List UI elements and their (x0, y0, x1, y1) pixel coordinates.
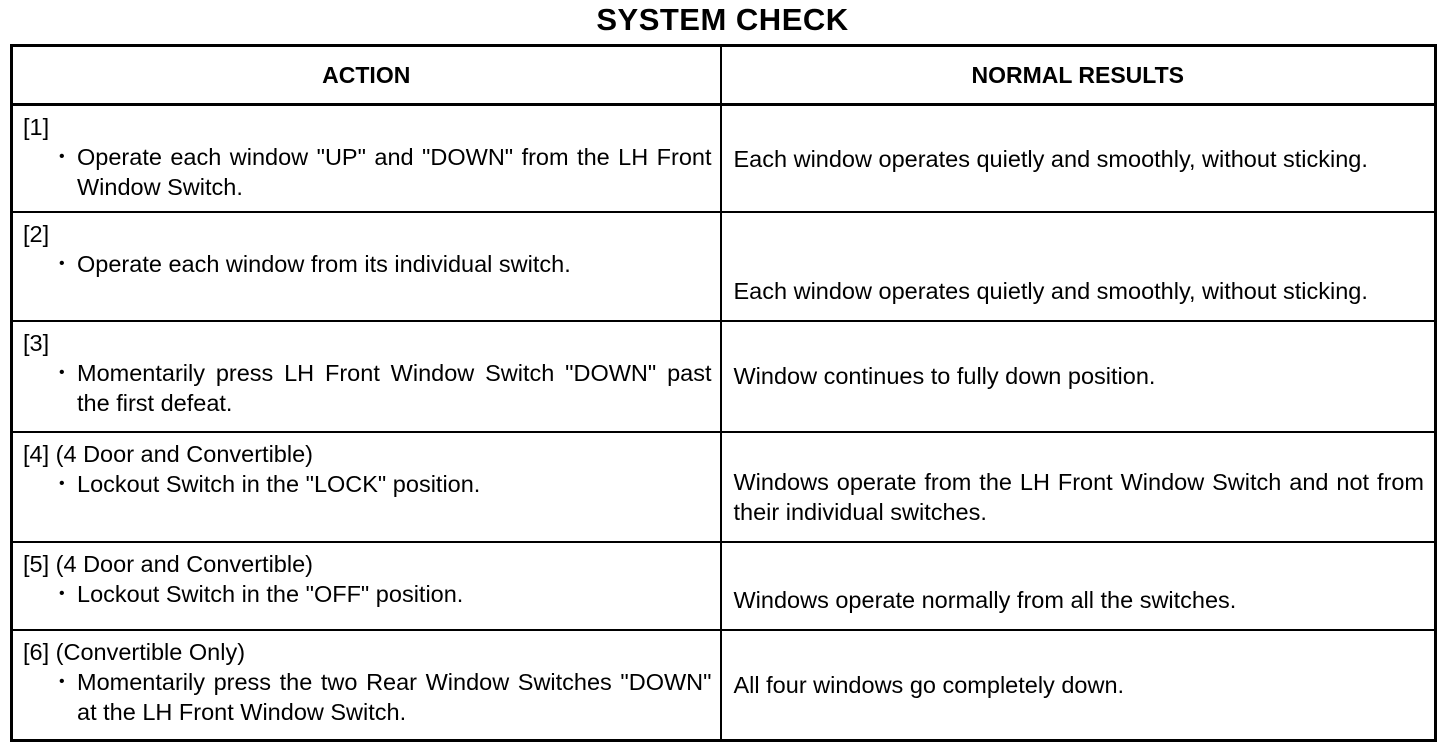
action-cell (12, 321, 721, 432)
table-row (12, 542, 1436, 630)
result-cell: Windows operate from the LH Front Window Switch and not from their individual switches. (721, 432, 1436, 543)
action-cell (12, 630, 721, 741)
action-text: Momentarily press LH Front Window Switch "DOWN" past the first defeat. (77, 359, 712, 416)
bullet-icon: • (59, 255, 65, 273)
result-cell: Each window operates quietly and smoothly, without sticking. (721, 212, 1436, 321)
table-row (12, 212, 1436, 321)
action-cell (12, 432, 721, 543)
step-label: [4] (4 Door and Convertible) (23, 440, 313, 467)
action-column-header: ACTION (12, 46, 721, 105)
result-cell: Each window operates quietly and smoothly, without sticking. (721, 105, 1436, 213)
table-row (12, 432, 1436, 543)
bullet-icon: • (59, 672, 65, 690)
table-header-row (12, 46, 1436, 105)
action-text: Operate each window "UP" and "DOWN" from the LH Front Window Switch. (77, 144, 712, 200)
action-cell (12, 105, 721, 213)
bullet-icon: • (59, 148, 65, 165)
table-row (12, 105, 1436, 213)
table-row (12, 630, 1436, 741)
action-cell (12, 212, 721, 321)
system-check-table (10, 44, 1437, 742)
action-text: Momentarily press the two Rear Window Switches "DOWN" at the LH Front Window Switch. (77, 668, 712, 725)
step-label: [6] (Convertible Only) (23, 638, 246, 665)
step-label: [5] (4 Door and Convertible) (23, 551, 313, 578)
action-text: Operate each window from its individual switch. (77, 251, 571, 278)
action-text: Lockout Switch in the "OFF" position. (77, 581, 464, 608)
bullet-icon: • (59, 474, 65, 492)
step-label: [2] (23, 221, 50, 248)
action-text: Lockout Switch in the "LOCK" position. (77, 470, 481, 497)
page-title: SYSTEM CHECK (596, 2, 849, 37)
result-cell: Window continues to fully down position. (721, 321, 1436, 432)
bullet-icon: • (59, 363, 65, 381)
table-row (12, 321, 1436, 432)
normal-results-column-header: NORMAL RESULTS (721, 46, 1436, 105)
step-label: [1] (23, 114, 50, 140)
result-cell: Windows operate normally from all the switches. (721, 542, 1436, 630)
result-cell: All four windows go completely down. (721, 630, 1436, 741)
step-label: [3] (23, 329, 50, 356)
bullet-icon: • (59, 585, 65, 603)
action-cell (12, 542, 721, 630)
